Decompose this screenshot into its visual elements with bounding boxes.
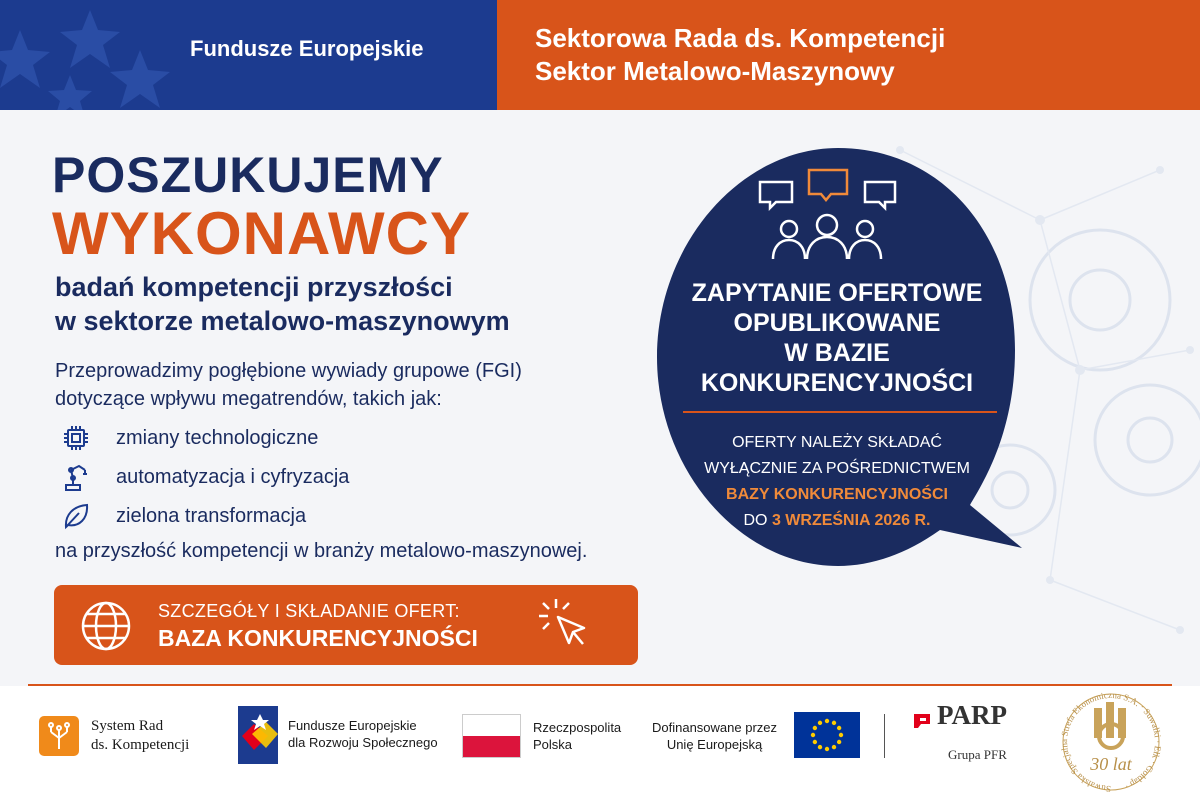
footer-separator [884, 714, 885, 758]
rp-line1: Rzeczpospolita [533, 720, 622, 735]
fers-line2: dla Rozwoju Społecznego [288, 735, 438, 750]
item-label-green: zielona transformacja [116, 504, 307, 527]
fers-line1: Fundusze Europejskie [288, 718, 417, 733]
headline-line2: WYKONAWCY [52, 200, 471, 267]
rp-logo-text [533, 719, 621, 753]
srk-line2: ds. Kompetencji [91, 737, 190, 753]
eu-flag-icon [794, 712, 860, 758]
eu-star-icon [839, 733, 843, 737]
srk-logo-text [91, 717, 189, 755]
eu-star-icon [818, 721, 822, 725]
eu-line2: Unię Europejską [666, 737, 763, 752]
deadline-date: 3 WRZEŚNIA 2026 R. [771, 512, 931, 529]
eu-star-icon [837, 740, 841, 744]
eu-line1: Dofinansowane przez [652, 720, 778, 735]
eu-logo-text [652, 719, 777, 753]
bubble-title-line4: KONKURENCYJNOŚCI [700, 369, 974, 397]
headline-line1: POSZUKUJEMY [52, 147, 444, 203]
poland-flag-icon [462, 714, 521, 758]
sse-30-years-logo-icon [1050, 690, 1172, 798]
sse-ring-text: Suwalska Specjalna Strefa Ekonomiczna S.A. · Suwałki · Ełk · Gołdap · [1059, 690, 1164, 795]
bubble-divider [683, 411, 997, 413]
eu-star-icon [818, 745, 822, 749]
item-label-automation: automatyzacja i cyfryzacja [116, 465, 350, 488]
eu-star-icon [837, 726, 841, 730]
group-discussion-icon [757, 167, 897, 267]
bubble-sub-line3: BAZY KONKURENCYJNOŚCI [726, 486, 948, 503]
eu-star-icon [811, 733, 815, 737]
bubble-sub-line2: WYŁĄCZNIE ZA POŚREDNICTWEM [704, 460, 970, 477]
eu-star-icon [813, 740, 817, 744]
header-council-line1: Sektorowa Rada ds. Kompetencji [535, 23, 946, 53]
eu-star-icon [825, 747, 829, 751]
eu-star-icon [825, 719, 829, 723]
deadline-prefix: DO [743, 512, 768, 529]
header-funds-title: Fundusze Europejskie [190, 36, 424, 61]
bubble-title [672, 278, 1002, 398]
eu-star-icon [832, 745, 836, 749]
subtitle-line1: badań kompetencji przyszłości [55, 272, 453, 302]
rp-line2: Polska [533, 737, 573, 752]
bubble-sub-line1: OFERTY NALEŻY SKŁADAĆ [732, 434, 942, 451]
eu-star-icon [813, 726, 817, 730]
item-label-technology: zmiany technologiczne [116, 426, 319, 449]
subtitle-line2: w sektorze metalowo-maszynowym [55, 306, 510, 336]
bubble-title-line1: ZAPYTANIE OFERTOWE [691, 279, 983, 307]
bubble-subtext [672, 430, 1002, 534]
fers-logo-icon [238, 706, 278, 764]
intro-line1: Przeprowadzimy pogłębione wywiady grupowe (FGI) [55, 360, 522, 382]
fers-logo-text [288, 717, 438, 751]
intro-line2: dotyczące wpływu megatrendów, takich jak: [55, 388, 442, 410]
bubble-sub-line4 [672, 508, 1002, 534]
sse-years-label: 30 lat [1090, 754, 1132, 774]
cta-line1: SZCZEGÓŁY I SKŁADANIE OFERT: [158, 601, 460, 621]
srk-logo-icon [39, 716, 79, 756]
bubble-title-line3: W BAZIE [784, 339, 890, 367]
bubble-title-line2: OPUBLIKOWANE [733, 309, 941, 337]
footer-logos [0, 686, 1200, 801]
parp-subtitle: Grupa PFR [948, 747, 1007, 762]
eu-star-icon [832, 721, 836, 725]
cta-line2: BAZA KONKURENCYJNOŚCI [158, 625, 478, 651]
srk-line1: System Rad [91, 718, 164, 734]
parp-logo-text: PARP [937, 700, 1007, 730]
outro-text: na przyszłość kompetencji w branży metalowo-maszynowej. [55, 540, 588, 562]
parp-logo-icon [912, 712, 932, 734]
header-council-line2: Sektor Metalowo-Maszynowy [535, 56, 895, 86]
